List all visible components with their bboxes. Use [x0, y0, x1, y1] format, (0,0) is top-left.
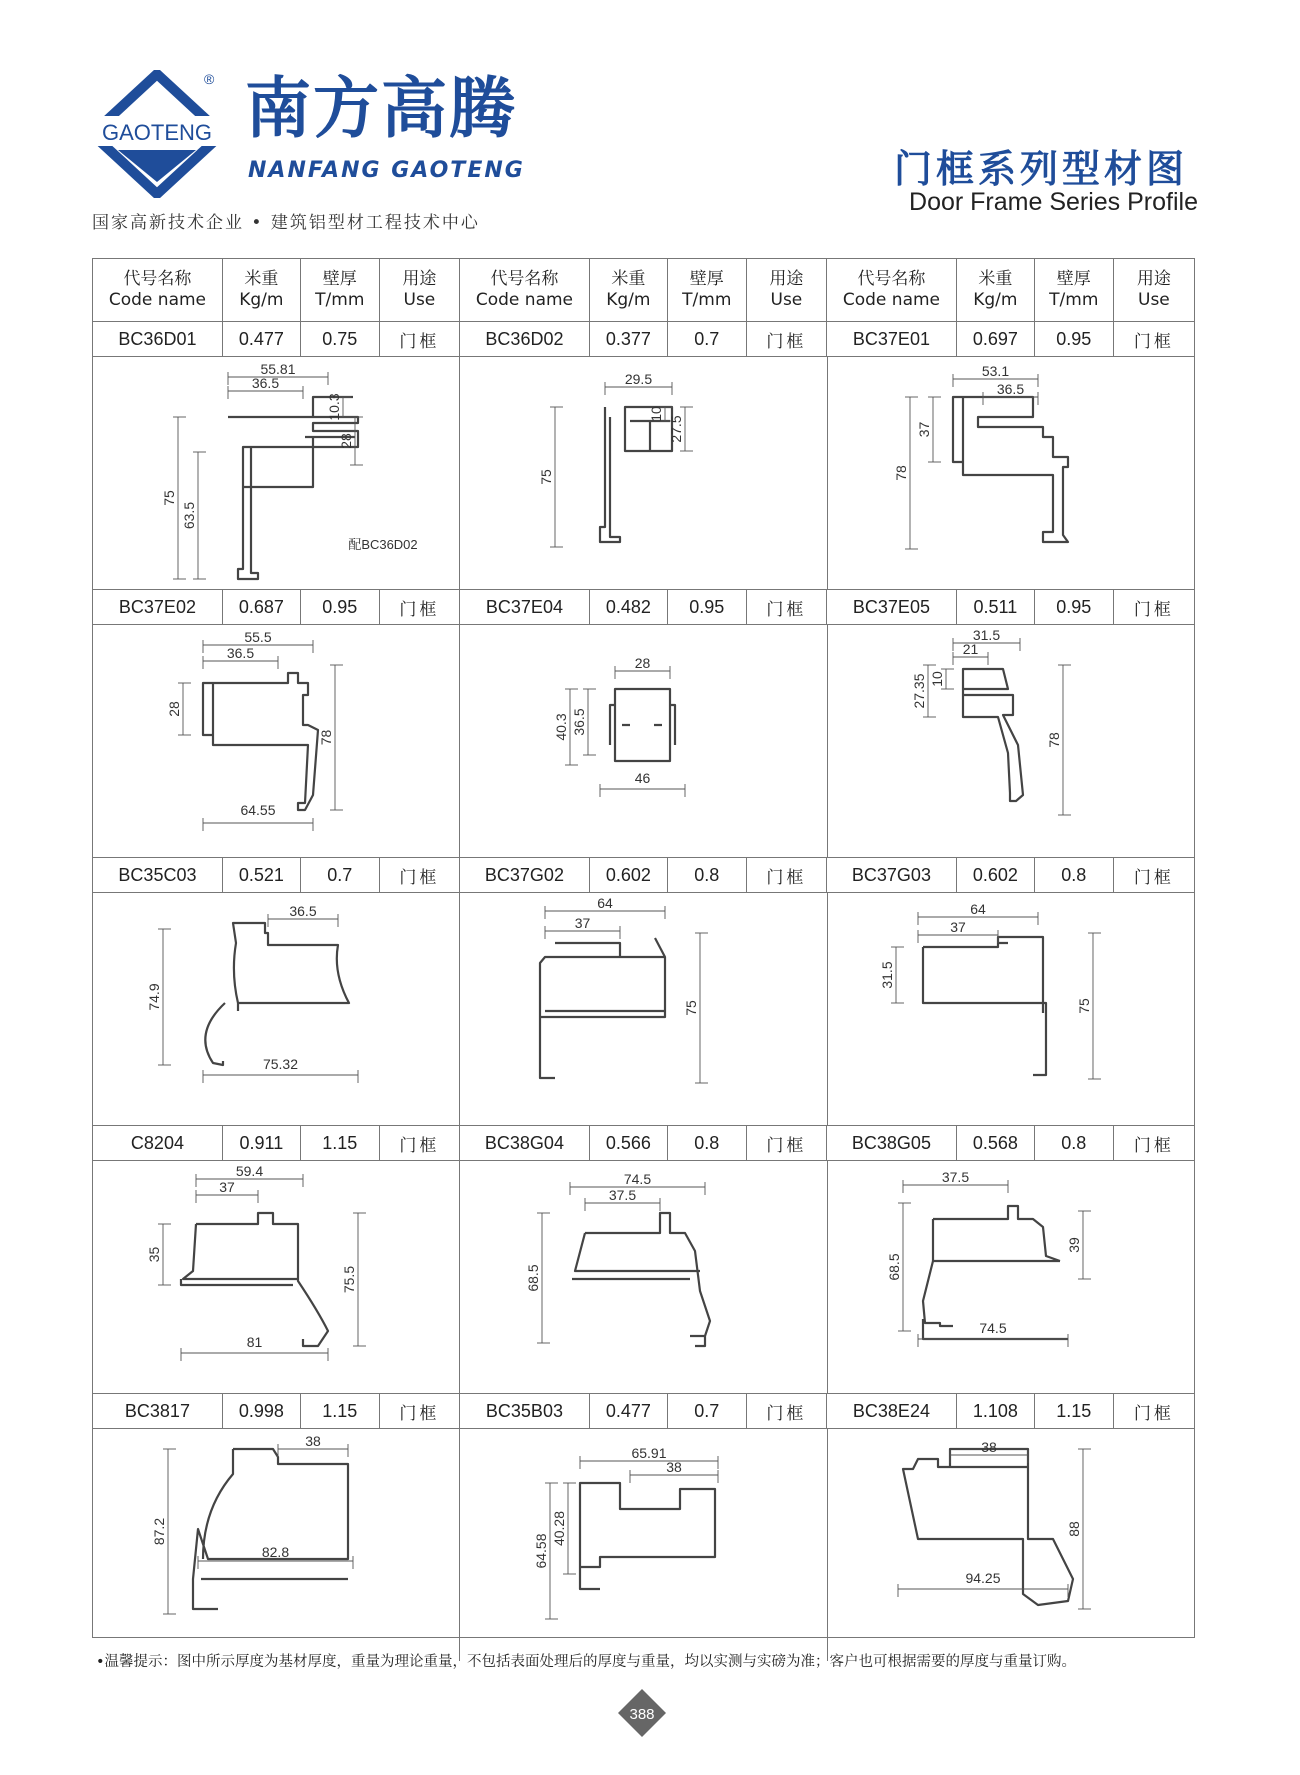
use-cell: 门框 — [1133, 1403, 1174, 1424]
header-label-en: Use — [403, 290, 436, 310]
thickness-cell: 0.95 — [301, 590, 380, 624]
dimension-label: 53.1 — [981, 363, 1009, 380]
dimension-label: 64 — [969, 901, 986, 918]
profile-outline — [600, 407, 672, 542]
header-label-cn: 壁厚 — [322, 269, 357, 289]
code-name-cell: BC38G04 — [460, 1126, 590, 1160]
thickness-cell: 0.8 — [1035, 858, 1114, 892]
dimension-label: 38 — [305, 1433, 321, 1450]
profile-outline — [572, 1213, 710, 1346]
header-label-cn: 米重 — [611, 269, 646, 289]
profile-table — [92, 258, 1195, 1638]
dimension-label: 36.5 — [571, 708, 588, 736]
profile-section-svg — [93, 1161, 460, 1393]
dimension-label: 35 — [145, 1246, 162, 1263]
profile-drawing — [828, 357, 1194, 589]
code-name-cell: BC38E24 — [827, 1394, 957, 1428]
profile-section-svg — [828, 357, 1194, 589]
use-cell: 门框 — [1133, 867, 1174, 888]
dimension-label: 39 — [1065, 1237, 1082, 1253]
profile-section-svg — [460, 625, 827, 857]
dimension-label: 78 — [317, 729, 334, 746]
code-name-cell: BC37E04 — [460, 590, 590, 624]
spec-row — [93, 857, 1194, 893]
dimension-label: 37.5 — [609, 1187, 637, 1204]
weight-cell: 0.477 — [223, 322, 301, 356]
profile-section-svg — [460, 893, 827, 1125]
dimension-label: 21 — [962, 641, 978, 658]
dimension-label: 78 — [892, 465, 909, 481]
header-label-cn: 壁厚 — [1056, 269, 1091, 289]
header-cell — [747, 259, 827, 321]
thickness-cell: 1.15 — [301, 1126, 380, 1160]
thickness-cell: 0.8 — [668, 858, 747, 892]
header-label-en: Kg/m — [239, 290, 284, 310]
gaoteng-logo — [88, 70, 226, 198]
thickness-cell: 0.8 — [668, 1126, 747, 1160]
code-name-cell: C8204 — [93, 1126, 223, 1160]
profile-drawing — [93, 893, 460, 1125]
profile-drawing — [460, 357, 827, 589]
dimension-label: 27.5 — [668, 415, 685, 443]
dimension-label: 63.5 — [180, 501, 197, 530]
header-label-en: Use — [770, 290, 803, 310]
dimension-label: 68.5 — [525, 1264, 542, 1292]
use-cell: 门框 — [747, 322, 827, 356]
profile-section-svg — [460, 1161, 827, 1393]
thickness-cell: 0.8 — [1035, 1126, 1114, 1160]
table-header — [93, 259, 1194, 322]
dimension-label: 74.9 — [145, 983, 162, 1011]
thickness-cell: 1.15 — [301, 1394, 380, 1428]
code-name-cell: BC3817 — [93, 1394, 223, 1428]
thickness-cell: 0.95 — [1035, 590, 1114, 624]
use-cell: 门框 — [747, 858, 827, 892]
svg-text:GAOTENG: GAOTENG — [101, 120, 213, 145]
header-label-cn: 壁厚 — [689, 269, 724, 289]
header-label-en: T/mm — [315, 290, 365, 310]
svg-text:388: 388 — [629, 1706, 655, 1723]
profile-section-svg — [828, 1161, 1194, 1393]
spec-row — [93, 589, 1194, 625]
dimension-label: 27.35 — [910, 673, 927, 709]
dimension-label: 10 — [648, 406, 665, 422]
paired-profile-note: 配BC36D02 — [348, 536, 418, 552]
spec-row — [93, 321, 1194, 357]
profile-drawing — [93, 625, 460, 857]
use-cell: 门框 — [747, 1126, 827, 1160]
profile-outline — [540, 938, 665, 1078]
use-cell: 门框 — [1133, 1135, 1174, 1156]
header-cell — [957, 259, 1035, 321]
dimension-label: 82.8 — [261, 1543, 290, 1560]
dimension-label: 64.55 — [240, 801, 276, 818]
footnote: •温馨提示：图中所示厚度为基材厚度，重量为理论重量，不包括表面处理后的厚度与重量，均以实测与实磅为准；客户也可根据需要的厚度与重量订购。 — [96, 1654, 1077, 1670]
use-cell: 门框 — [747, 1394, 827, 1428]
code-name-cell: BC36D02 — [460, 322, 590, 356]
use-cell: 门框 — [380, 1126, 460, 1160]
profile-outline — [580, 1483, 715, 1589]
header-label-en: Kg/m — [973, 290, 1018, 310]
dimension-label: 40.28 — [551, 1511, 568, 1547]
dimension-label: 10.3 — [325, 393, 342, 421]
code-name-cell: BC37G02 — [460, 858, 590, 892]
profile-section-svg — [93, 893, 460, 1125]
profile-drawing — [828, 1429, 1194, 1661]
weight-cell: 1.108 — [957, 1394, 1035, 1428]
header-cell — [380, 259, 460, 321]
header-label-cn: 米重 — [244, 269, 279, 289]
profile-drawing — [93, 1161, 460, 1393]
thickness-cell: 0.7 — [668, 1394, 747, 1428]
code-name-cell: BC35C03 — [93, 858, 223, 892]
use-cell: 门框 — [380, 858, 460, 892]
dimension-label: 37 — [915, 421, 932, 438]
header-label-en: Code name — [475, 290, 574, 310]
use-cell: 门框 — [1133, 331, 1174, 352]
thickness-cell: 1.15 — [1035, 1394, 1114, 1428]
weight-cell: 0.482 — [590, 590, 668, 624]
dimension-label: 36.5 — [251, 375, 280, 392]
dimension-label: 38 — [980, 1439, 997, 1456]
dimension-label: 87.2 — [150, 1517, 167, 1546]
profile-drawing — [828, 1161, 1194, 1393]
dimension-label: 46 — [635, 769, 651, 786]
profile-outline — [610, 689, 675, 761]
header-cell — [301, 259, 380, 321]
dimension-label: 37 — [949, 919, 966, 936]
dimension-label: 59.4 — [235, 1163, 264, 1180]
header-label-en: Code name — [842, 290, 941, 310]
profile-section-svg — [828, 893, 1194, 1125]
dimension-label: 37.5 — [941, 1169, 969, 1186]
dimension-label: 28 — [337, 433, 354, 449]
dimension-label: 81 — [246, 1333, 263, 1350]
profile-drawing — [460, 1161, 827, 1393]
use-cell: 门框 — [380, 322, 460, 356]
header-label-cn: 米重 — [978, 269, 1013, 289]
dimension-label: 75 — [538, 469, 555, 485]
dimension-label: 64 — [597, 895, 614, 912]
profile-section-svg — [93, 357, 460, 589]
header-label-en: T/mm — [682, 290, 732, 310]
profile-section-svg — [93, 1429, 460, 1661]
dimension-label: 55.81 — [260, 361, 296, 378]
dimension-label: 36.5 — [289, 903, 317, 920]
profile-outline — [205, 923, 349, 1065]
dimension-label: 36.5 — [996, 381, 1024, 398]
header-cell — [668, 259, 747, 321]
dimension-label: 28 — [635, 655, 651, 672]
header-cell — [93, 259, 223, 321]
header-label-cn: 代号名称 — [123, 269, 192, 289]
profile-section-svg — [93, 625, 460, 857]
page-title-en: Door Frame Series Profile — [909, 188, 1198, 216]
page-number-badge — [617, 1688, 667, 1738]
dimension-label: 31.5 — [972, 627, 1000, 644]
profile-outline — [953, 397, 1068, 542]
thickness-cell: 0.95 — [1035, 322, 1114, 356]
profile-drawing — [828, 625, 1194, 857]
profile-outline — [963, 669, 1023, 801]
dimension-label: 36.5 — [226, 645, 255, 662]
dimension-label: 75 — [1075, 998, 1092, 1014]
thickness-cell: 0.7 — [301, 858, 380, 892]
svg-text:®: ® — [204, 71, 215, 87]
brand-name-en: NANFANG GAOTENG — [248, 158, 525, 183]
dimension-label: 75 — [683, 1000, 700, 1016]
dimension-label: 94.25 — [965, 1569, 1001, 1586]
dimension-label: 64.58 — [533, 1533, 550, 1569]
dimension-label: 75.32 — [262, 1055, 298, 1072]
profile-section-svg — [460, 1429, 827, 1661]
weight-cell: 0.911 — [223, 1126, 301, 1160]
header-label-en: Use — [1138, 290, 1170, 310]
profile-section-svg — [828, 1429, 1194, 1661]
use-cell: 门框 — [380, 1394, 460, 1428]
dimension-label: 28 — [165, 701, 182, 717]
weight-cell: 0.477 — [590, 1394, 668, 1428]
dimension-label: 74.5 — [624, 1171, 652, 1188]
header-label-en: T/mm — [1049, 290, 1099, 310]
code-name-cell: BC37E01 — [827, 322, 957, 356]
dimension-label: 37 — [219, 1179, 235, 1196]
header-label-cn: 代号名称 — [857, 269, 926, 289]
dimension-label: 10 — [928, 671, 945, 687]
header-label-en: Code name — [108, 290, 207, 310]
code-name-cell: BC38G05 — [827, 1126, 957, 1160]
use-cell: 门框 — [747, 590, 827, 624]
brand-name-cn: 南方高腾 — [245, 70, 517, 147]
code-name-cell: BC36D01 — [93, 322, 223, 356]
thickness-cell: 0.95 — [668, 590, 747, 624]
weight-cell: 0.377 — [590, 322, 668, 356]
dimension-label: 78 — [1045, 732, 1062, 748]
dimension-label: 68.5 — [885, 1253, 902, 1281]
header-cell — [590, 259, 668, 321]
weight-cell: 0.687 — [223, 590, 301, 624]
header-label-cn: 用途 — [1136, 269, 1171, 289]
profile-drawing — [460, 1429, 827, 1661]
dimension-label: 29.5 — [625, 371, 653, 388]
thickness-cell: 0.7 — [668, 322, 747, 356]
profile-outline — [923, 937, 1046, 1075]
header-cell — [1114, 259, 1194, 321]
header-cell — [1035, 259, 1114, 321]
company-tagline: 国家高新技术企业 • 建筑铝型材工程技术中心 — [92, 213, 480, 233]
profile-drawing — [460, 625, 827, 857]
thickness-cell: 0.75 — [301, 322, 380, 356]
code-name-cell: BC37E05 — [827, 590, 957, 624]
profile-section-svg — [828, 625, 1194, 857]
code-name-cell: BC37G03 — [827, 858, 957, 892]
dimension-label: 55.5 — [244, 629, 272, 646]
code-name-cell: BC37E02 — [93, 590, 223, 624]
dimension-label: 65.91 — [631, 1445, 667, 1462]
dimension-label: 75.5 — [340, 1265, 357, 1294]
weight-cell: 0.566 — [590, 1126, 668, 1160]
weight-cell: 0.697 — [957, 322, 1035, 356]
profile-outline — [203, 673, 318, 810]
weight-cell: 0.568 — [957, 1126, 1035, 1160]
weight-cell: 0.602 — [957, 858, 1035, 892]
profile-section-svg — [460, 357, 827, 589]
weight-cell: 0.521 — [223, 858, 301, 892]
dimension-label: 37 — [575, 915, 591, 932]
spec-row — [93, 1125, 1194, 1161]
header-cell — [223, 259, 301, 321]
header-label-en: Kg/m — [606, 290, 651, 310]
weight-cell: 0.511 — [957, 590, 1035, 624]
profile-drawing — [828, 893, 1194, 1125]
header-label-cn: 用途 — [402, 269, 437, 289]
profile-outline — [181, 1213, 328, 1346]
header-cell — [460, 259, 590, 321]
dimension-label: 40.3 — [553, 713, 570, 741]
header-cell — [827, 259, 957, 321]
use-cell: 门框 — [380, 590, 460, 624]
weight-cell: 0.998 — [223, 1394, 301, 1428]
header-label-cn: 用途 — [769, 269, 804, 289]
profile-drawing — [93, 357, 460, 589]
use-cell: 门框 — [1133, 599, 1174, 620]
dimension-label: 75 — [160, 490, 177, 506]
page-title-cn: 门框系列型材图 — [893, 147, 1188, 191]
dimension-label: 88 — [1065, 1521, 1082, 1537]
profile-drawing — [93, 1429, 460, 1661]
spec-row — [93, 1393, 1194, 1429]
profile-drawing — [460, 893, 827, 1125]
dimension-label: 31.5 — [878, 961, 895, 989]
header-label-cn: 代号名称 — [490, 269, 559, 289]
profile-outline — [193, 1449, 348, 1609]
dimension-label: 74.5 — [978, 1319, 1007, 1336]
code-name-cell: BC35B03 — [460, 1394, 590, 1428]
dimension-label: 38 — [666, 1459, 683, 1476]
weight-cell: 0.602 — [590, 858, 668, 892]
